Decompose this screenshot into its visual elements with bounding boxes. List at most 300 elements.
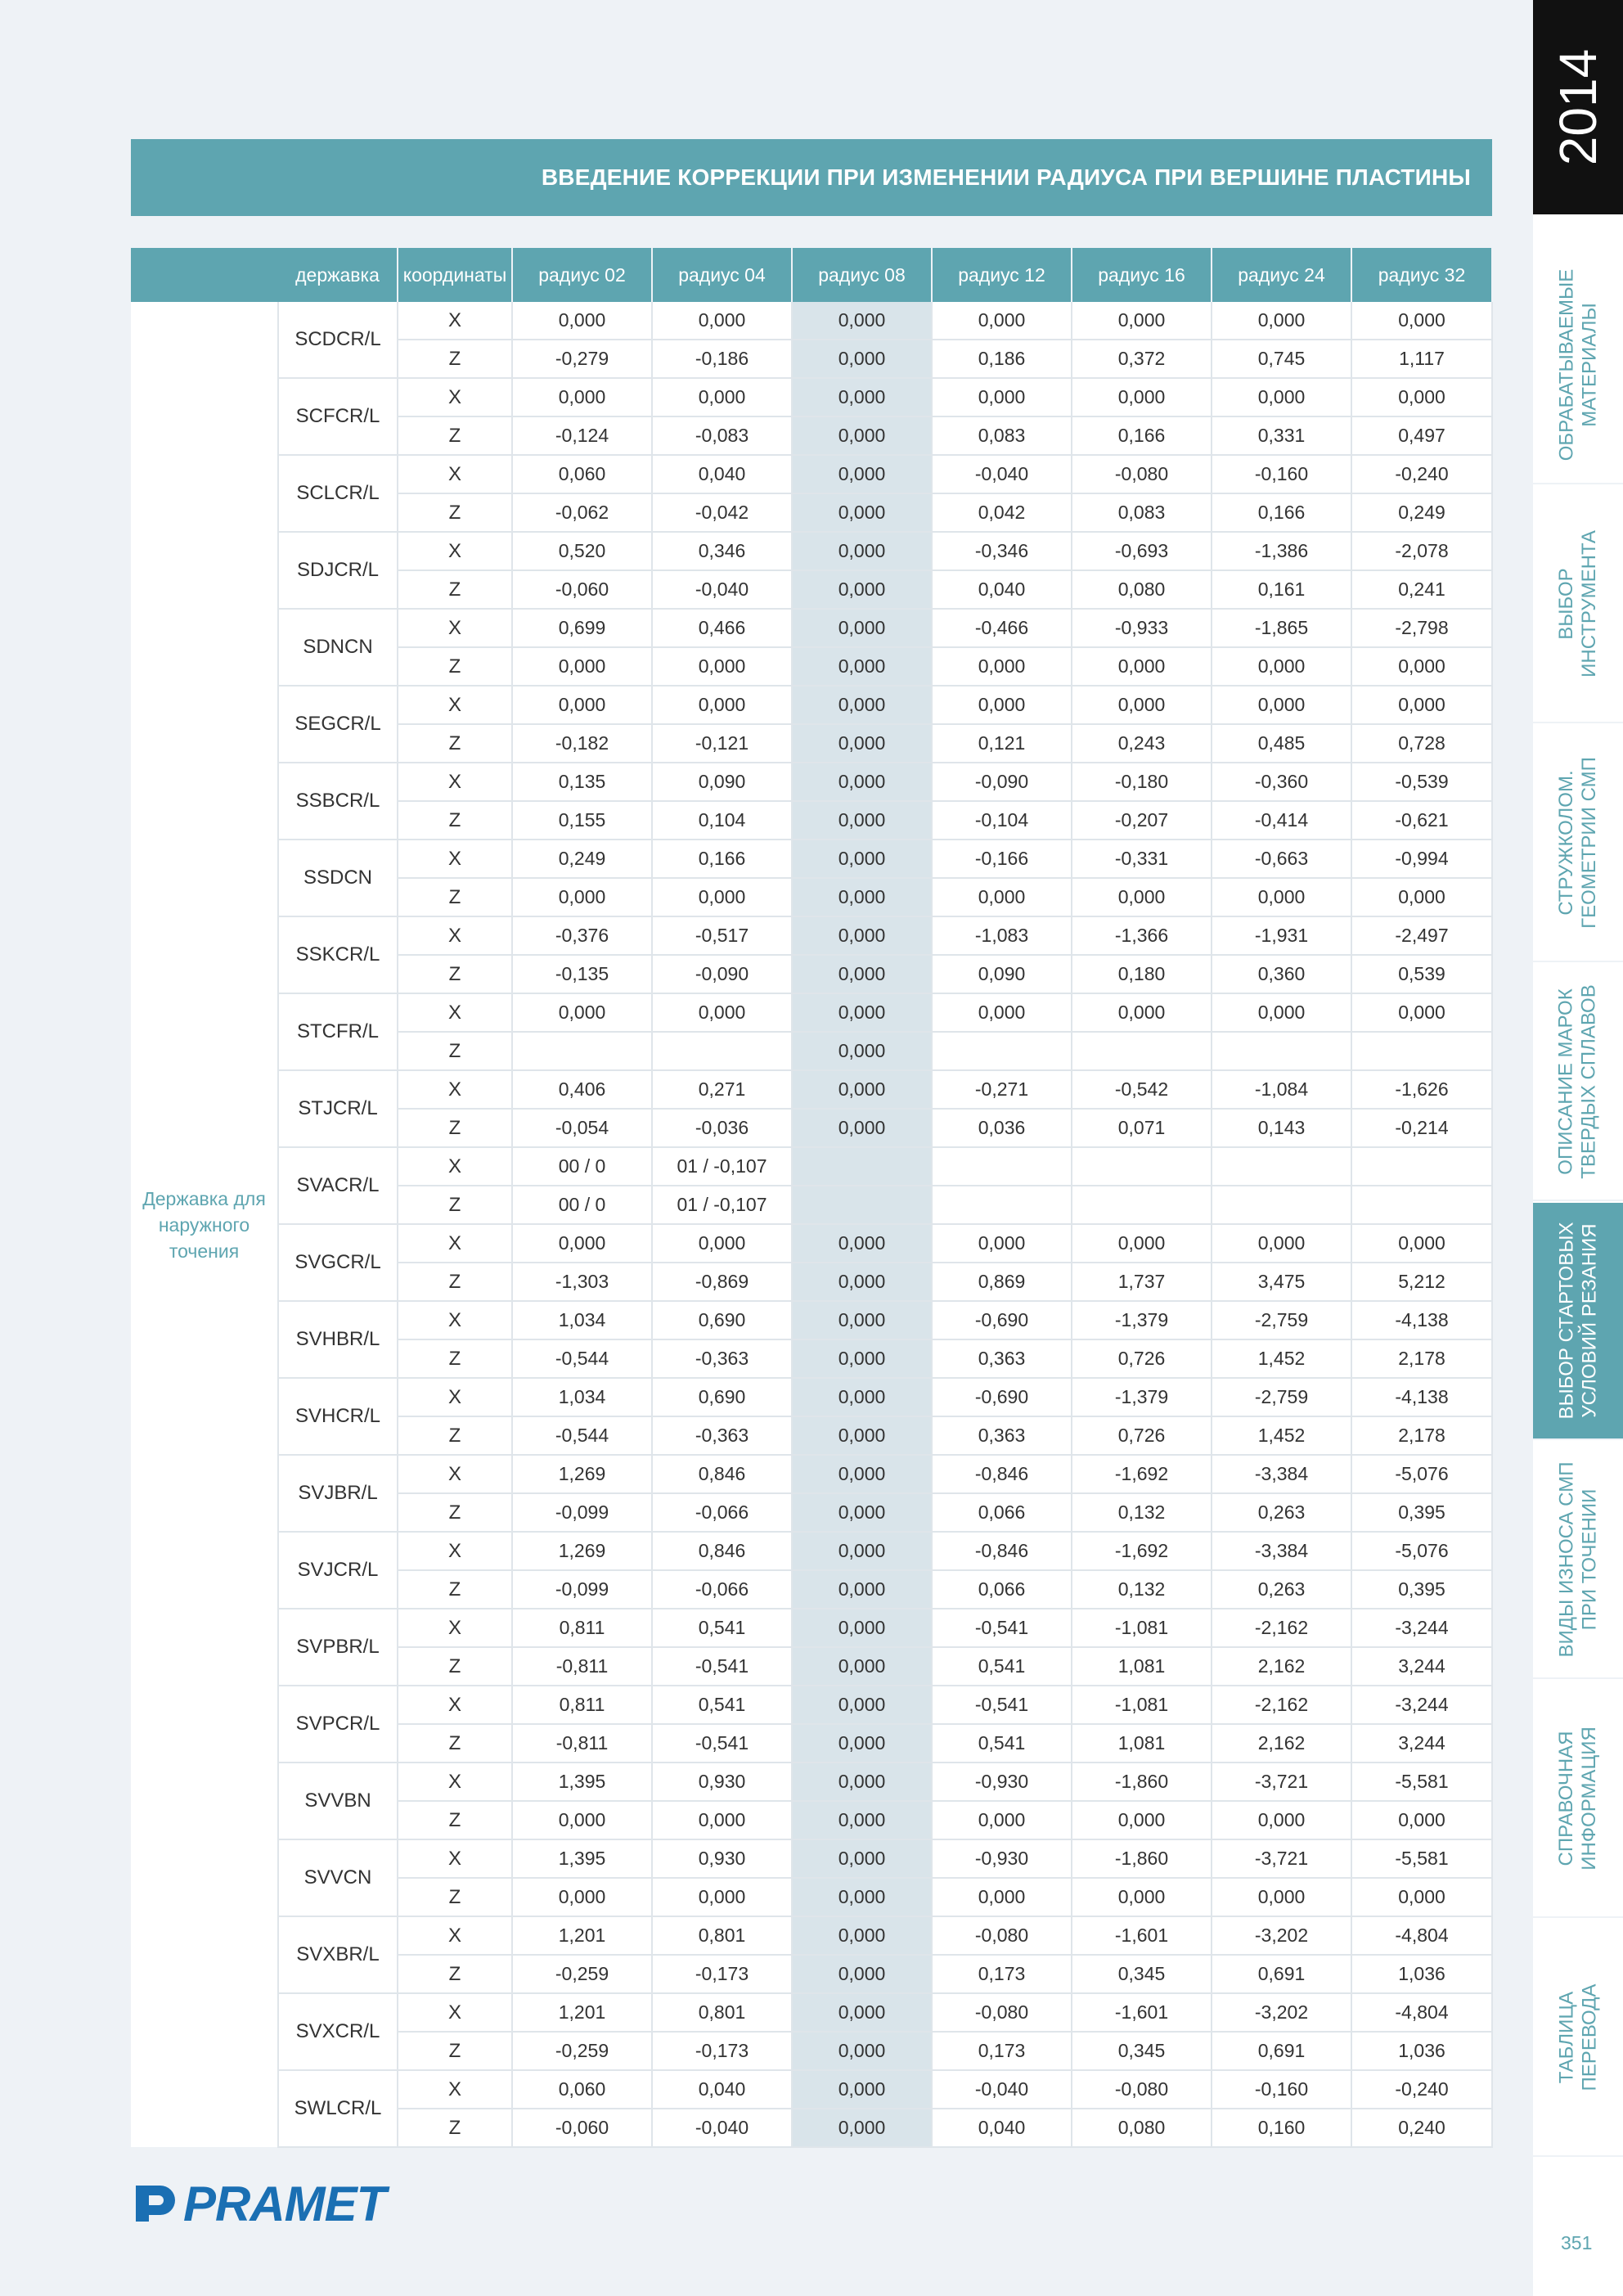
sidebar-tab-chipbreakers[interactable] [1533,725,1623,962]
coordinate-label: Z [398,570,512,609]
value-cell: 1,117 [1351,340,1492,378]
value-cell: -1,386 [1212,532,1351,570]
value-cell: -0,121 [652,724,792,763]
value-cell [932,1186,1072,1224]
coordinate-label: X [398,1993,512,2032]
value-cell: -0,040 [652,570,792,609]
value-cell: 0,000 [932,993,1072,1032]
value-cell: 0,000 [512,993,652,1032]
value-cell: 3,475 [1212,1263,1351,1301]
value-cell: -3,202 [1212,1993,1351,2032]
value-cell: 0,000 [1072,1801,1212,1839]
value-cell: 0,000 [1072,378,1212,416]
value-cell: -0,066 [652,1493,792,1532]
value-cell: -0,180 [1072,763,1212,801]
value-cell: 0,080 [1072,2109,1212,2147]
value-cell: 0,042 [932,493,1072,532]
value-cell: -0,066 [652,1570,792,1609]
value-cell: 0,143 [1212,1109,1351,1147]
value-cell: 0,066 [932,1493,1072,1532]
value-cell: -0,690 [932,1378,1072,1416]
value-cell: 0,000 [1072,686,1212,724]
coordinate-label: X [398,686,512,724]
value-cell: 0,406 [512,1070,652,1109]
value-cell: 5,212 [1351,1263,1492,1301]
pramet-logo [131,2176,386,2231]
sidebar-tab-label: ПРИ ТОЧЕНИИ [1578,1488,1600,1631]
value-cell: -0,539 [1351,763,1492,801]
holder-model: SVVCN [278,1839,398,1916]
table-row [131,1763,1492,1801]
value-cell: 2,178 [1351,1416,1492,1455]
sidebar-tab-wear-types[interactable] [1533,1442,1623,1679]
value-cell: -1,692 [1072,1455,1212,1493]
value-cell: 0,000 [1351,1878,1492,1916]
value-cell: 00 / 0 [512,1186,652,1224]
value-cell: -4,804 [1351,1916,1492,1955]
value-cell: -0,466 [932,609,1072,647]
value-cell: 0,363 [932,1416,1072,1455]
value-cell: 0,691 [1212,2032,1351,2070]
coordinate-label: Z [398,2032,512,2070]
holder-model: SVPBR/L [278,1609,398,1686]
value-cell: -0,541 [652,1724,792,1763]
value-cell: 0,000 [792,801,932,840]
coordinate-label: Z [398,801,512,840]
table-row [131,532,1492,570]
value-cell: -0,240 [1351,455,1492,493]
value-cell: -1,379 [1072,1378,1212,1416]
value-cell: 1,034 [512,1301,652,1339]
value-cell [1212,1147,1351,1186]
value-cell: 3,244 [1351,1647,1492,1686]
value-cell: -0,693 [1072,532,1212,570]
value-cell: 0,000 [792,1686,932,1724]
value-cell: 0,000 [792,570,932,609]
value-cell: 0,132 [1072,1493,1212,1532]
value-cell: -0,090 [652,955,792,993]
value-cell: -0,186 [652,340,792,378]
page-number: 351 [1561,2232,1593,2253]
coordinate-label: Z [398,647,512,686]
coordinate-label: X [398,1147,512,1186]
value-cell: 0,930 [652,1763,792,1801]
value-cell: 0,000 [792,1416,932,1455]
sidebar-tab-grades[interactable] [1533,964,1623,1201]
value-cell: -2,798 [1351,609,1492,647]
year-badge [1533,0,1623,214]
value-cell: 1,036 [1351,1955,1492,1993]
value-cell: -0,080 [932,1993,1072,2032]
coordinate-label: X [398,993,512,1032]
value-cell: 0,071 [1072,1109,1212,1147]
value-cell: -0,173 [652,2032,792,2070]
value-cell: -0,182 [512,724,652,763]
value-cell: -0,517 [652,916,792,955]
sidebar-tab-label: ОПИСАНИЕ МАРОК [1555,988,1578,1175]
value-cell: 0,000 [792,1070,932,1109]
value-cell: 0,000 [792,1647,932,1686]
header-radius-08: радиус 08 [792,248,932,302]
value-cell: 0,869 [932,1263,1072,1301]
value-cell: 0,520 [512,532,652,570]
value-cell: -0,930 [932,1839,1072,1878]
value-cell: -0,240 [1351,2070,1492,2109]
value-cell: -1,083 [932,916,1072,955]
table-row [131,1686,1492,1724]
holder-group-label: Державка для наружного точения [131,302,278,2147]
value-cell: 0,000 [652,302,792,340]
value-cell: -0,346 [932,532,1072,570]
value-cell: 0,801 [652,1993,792,2032]
value-cell: 0,699 [512,609,652,647]
coordinate-label: Z [398,1032,512,1070]
coordinate-label: X [398,1378,512,1416]
page-title: ВВЕДЕНИЕ КОРРЕКЦИИ ПРИ ИЗМЕНЕНИИ РАДИУСА ПРИ ВЕРШИНЕ ПЛАСТИНЫ [131,139,1492,216]
value-cell: -3,384 [1212,1532,1351,1570]
value-cell [932,1147,1072,1186]
value-cell: 0,104 [652,801,792,840]
table-row [131,1532,1492,1570]
value-cell: 0,000 [792,1763,932,1801]
value-cell: -2,162 [1212,1609,1351,1647]
value-cell: -0,042 [652,493,792,532]
value-cell: -0,541 [932,1609,1072,1647]
value-cell: 0,539 [1351,955,1492,993]
value-cell: -0,331 [1072,840,1212,878]
value-cell: -0,160 [1212,2070,1351,2109]
coordinate-label: X [398,916,512,955]
value-cell: 0,000 [792,878,932,916]
value-cell: 0,000 [792,840,932,878]
coordinate-label: Z [398,1647,512,1686]
table-row [131,609,1492,647]
value-cell: -3,202 [1212,1916,1351,1955]
value-cell: 0,000 [1072,1224,1212,1263]
value-cell: -4,138 [1351,1301,1492,1339]
sidebar-tab-conversion-table[interactable] [1533,1920,1623,2157]
value-cell: 0,000 [792,1993,932,2032]
value-cell: 0,000 [1351,302,1492,340]
value-cell: 0,930 [652,1839,792,1878]
sidebar-tab-label: МАТЕРИАЛЫ [1578,303,1600,427]
value-cell: 0,249 [512,840,652,878]
value-cell: 0,000 [1072,647,1212,686]
value-cell: 1,269 [512,1455,652,1493]
value-cell: -0,099 [512,1570,652,1609]
sidebar-tab-label: СТРУЖКОЛОМ. [1555,770,1577,916]
holder-model: SVGCR/L [278,1224,398,1301]
value-cell: 0,173 [932,1955,1072,1993]
sidebar-tab-label: ИНФОРМАЦИЯ [1578,1727,1601,1871]
value-cell: -0,040 [932,2070,1072,2109]
sidebar-tab-label: УСЛОВИЙ РЕЗАНИЯ [1578,1223,1600,1418]
value-cell: 0,000 [792,609,932,647]
value-cell: 1,081 [1072,1647,1212,1686]
holder-model: SCFCR/L [278,378,398,455]
value-cell: 0,000 [792,1878,932,1916]
value-cell: 0,541 [652,1686,792,1724]
holder-model: SVXCR/L [278,1993,398,2070]
value-cell: 0,000 [792,1839,932,1878]
value-cell: -3,244 [1351,1609,1492,1647]
coordinate-label: Z [398,1339,512,1378]
value-cell: -1,084 [1212,1070,1351,1109]
value-cell: -0,376 [512,916,652,955]
value-cell: 0,000 [792,302,932,340]
coordinate-label: Z [398,1570,512,1609]
value-cell: -1,366 [1072,916,1212,955]
value-cell: 1,737 [1072,1263,1212,1301]
value-cell: 0,000 [1351,1224,1492,1263]
value-cell: 0,173 [932,2032,1072,2070]
value-cell: 0,000 [512,302,652,340]
value-cell: 0,000 [932,378,1072,416]
value-cell: 0,541 [932,1647,1072,1686]
value-cell: 0,395 [1351,1493,1492,1532]
value-cell: 0,846 [652,1455,792,1493]
value-cell: 0,121 [932,724,1072,763]
value-cell: -0,933 [1072,609,1212,647]
value-cell: 0,000 [792,1724,932,1763]
value-cell: 0,040 [652,455,792,493]
value-cell: 0,000 [792,1916,932,1955]
value-cell: -0,930 [932,1763,1072,1801]
table-row [131,455,1492,493]
value-cell [1212,1032,1351,1070]
value-cell: -0,080 [1072,2070,1212,2109]
sidebar-tab-reference[interactable] [1533,1681,1623,1918]
value-cell: 0,000 [792,1339,932,1378]
value-cell: 0,331 [1212,416,1351,455]
value-cell: 0,000 [1212,1878,1351,1916]
holder-model: SDNCN [278,609,398,686]
value-cell: 0,060 [512,455,652,493]
value-cell: 0,241 [1351,570,1492,609]
holder-model: STJCR/L [278,1070,398,1147]
value-cell: -0,544 [512,1339,652,1378]
value-cell: -0,869 [652,1263,792,1301]
sidebar-tab-label: ГЕОМЕТРИИ СМП [1578,757,1600,929]
value-cell: 0,497 [1351,416,1492,455]
value-cell: 0,000 [1351,378,1492,416]
value-cell: -0,811 [512,1647,652,1686]
value-cell: 0,083 [1072,493,1212,532]
value-cell: 0,000 [652,686,792,724]
coordinate-label: Z [398,1186,512,1224]
correction-table [131,248,1493,2148]
value-cell: 0,160 [1212,2109,1351,2147]
value-cell: 0,726 [1072,1416,1212,1455]
value-cell: 0,000 [652,647,792,686]
value-cell: 0,000 [792,1493,932,1532]
value-cell: -0,040 [652,2109,792,2147]
value-cell: 0,000 [792,1570,932,1609]
value-cell: -0,040 [932,455,1072,493]
sidebar [1533,0,1623,2296]
table-header-row [131,248,1492,302]
value-cell: -1,081 [1072,1686,1212,1724]
coordinate-label: X [398,378,512,416]
value-cell: -0,090 [932,763,1072,801]
coordinate-label: X [398,1916,512,1955]
value-cell: 0,000 [792,2070,932,2109]
value-cell: -3,721 [1212,1763,1351,1801]
holder-model: SVHBR/L [278,1301,398,1378]
header-blank [131,248,278,302]
value-cell: -0,542 [1072,1070,1212,1109]
value-cell: 0,080 [1072,570,1212,609]
value-cell: 0,040 [652,2070,792,2109]
coordinate-label: Z [398,1724,512,1763]
value-cell: 0,166 [1212,493,1351,532]
value-cell: 0,155 [512,801,652,840]
value-cell: -0,160 [1212,455,1351,493]
value-cell: 01 / -0,107 [652,1186,792,1224]
value-cell: -0,360 [1212,763,1351,801]
value-cell: 0,036 [932,1109,1072,1147]
value-cell: 0,000 [1072,1878,1212,1916]
coordinate-label: X [398,1070,512,1109]
value-cell: -1,601 [1072,1993,1212,2032]
coordinate-label: Z [398,1801,512,1839]
value-cell: -0,173 [652,1955,792,1993]
value-cell: 0,263 [1212,1493,1351,1532]
sidebar-tab-cutting-conditions[interactable] [1533,1203,1623,1440]
value-cell: 2,178 [1351,1339,1492,1378]
value-cell: 0,271 [652,1070,792,1109]
value-cell: -2,162 [1212,1686,1351,1724]
value-cell: 0,000 [792,993,932,1032]
value-cell [652,1032,792,1070]
value-cell: 0,345 [1072,2032,1212,2070]
value-cell [1351,1147,1492,1186]
coordinate-label: X [398,302,512,340]
value-cell: 0,000 [512,647,652,686]
value-cell: 0,263 [1212,1570,1351,1609]
coordinate-label: Z [398,416,512,455]
value-cell: 0,000 [792,455,932,493]
coordinate-label: X [398,1686,512,1724]
value-cell: 0,801 [652,1916,792,1955]
coordinate-label: Z [398,1493,512,1532]
holder-model: SWLCR/L [278,2070,398,2147]
table-row [131,1455,1492,1493]
value-cell: -2,497 [1351,916,1492,955]
value-cell: -0,363 [652,1416,792,1455]
value-cell: 0,363 [932,1339,1072,1378]
value-cell: -0,994 [1351,840,1492,878]
value-cell: -3,244 [1351,1686,1492,1724]
value-cell: 0,000 [512,686,652,724]
value-cell: 0,000 [792,378,932,416]
value-cell: 0,000 [792,724,932,763]
value-cell: -0,060 [512,570,652,609]
table-row [131,1378,1492,1416]
value-cell: -0,166 [932,840,1072,878]
holder-model: SSBCR/L [278,763,398,840]
value-cell: 0,395 [1351,1570,1492,1609]
value-cell: 0,690 [652,1301,792,1339]
value-cell: 1,034 [512,1378,652,1416]
value-cell: -0,846 [932,1455,1072,1493]
value-cell: 0,000 [792,1263,932,1301]
value-cell: 1,201 [512,1993,652,2032]
value-cell: 0,000 [792,686,932,724]
header-radius-04: радиус 04 [652,248,792,302]
holder-model: SVXBR/L [278,1916,398,1993]
header-radius-32: радиус 32 [1351,248,1492,302]
value-cell: -0,135 [512,955,652,993]
value-cell: 0,000 [792,1455,932,1493]
value-cell: 0,240 [1351,2109,1492,2147]
header-radius-24: радиус 24 [1212,248,1351,302]
value-cell: 1,395 [512,1839,652,1878]
value-cell: -0,104 [932,801,1072,840]
value-cell: -0,541 [652,1647,792,1686]
sidebar-tab-tool-selection[interactable] [1533,486,1623,723]
table-row [131,302,1492,340]
value-cell: 0,000 [652,1801,792,1839]
table-row [131,1070,1492,1109]
value-cell: -0,054 [512,1109,652,1147]
value-cell: -0,363 [652,1339,792,1378]
value-cell: 0,345 [1072,1955,1212,1993]
value-cell [1072,1186,1212,1224]
value-cell: -3,721 [1212,1839,1351,1878]
table-row [131,1916,1492,1955]
value-cell: 0,372 [1072,340,1212,378]
logo-text: PRAMET [183,2176,386,2231]
coordinate-label: X [398,840,512,878]
table-row [131,916,1492,955]
value-cell: 0,485 [1212,724,1351,763]
value-cell: 0,000 [652,1878,792,1916]
value-cell: 0,000 [1351,993,1492,1032]
value-cell: 0,000 [792,955,932,993]
value-cell: -0,259 [512,2032,652,2070]
value-cell: 0,360 [1212,955,1351,993]
sidebar-tab-materials[interactable] [1533,247,1623,484]
value-cell: 0,690 [652,1378,792,1416]
sidebar-tab-label: ОБРАБАТЫВАЕМЫЕ [1555,268,1577,461]
value-cell: 01 / -0,107 [652,1147,792,1186]
value-cell: -0,271 [932,1070,1072,1109]
value-cell: 0,000 [1351,686,1492,724]
header-radius-16: радиус 16 [1072,248,1212,302]
coordinate-label: X [398,609,512,647]
value-cell: -0,544 [512,1416,652,1455]
coordinate-label: Z [398,878,512,916]
coordinate-label: Z [398,1955,512,1993]
value-cell: 0,000 [1072,302,1212,340]
value-cell: -0,621 [1351,801,1492,840]
value-cell: -1,931 [1212,916,1351,955]
value-cell: -0,846 [932,1532,1072,1570]
value-cell: 0,000 [792,493,932,532]
value-cell: 0,811 [512,1686,652,1724]
value-cell: 0,000 [792,2109,932,2147]
value-cell [1351,1186,1492,1224]
value-cell: -0,214 [1351,1109,1492,1147]
header-holder: державка [278,248,398,302]
value-cell: 0,000 [932,647,1072,686]
value-cell: 0,060 [512,2070,652,2109]
value-cell: -0,279 [512,340,652,378]
value-cell [1072,1147,1212,1186]
value-cell: 0,135 [512,763,652,801]
coordinate-label: Z [398,724,512,763]
